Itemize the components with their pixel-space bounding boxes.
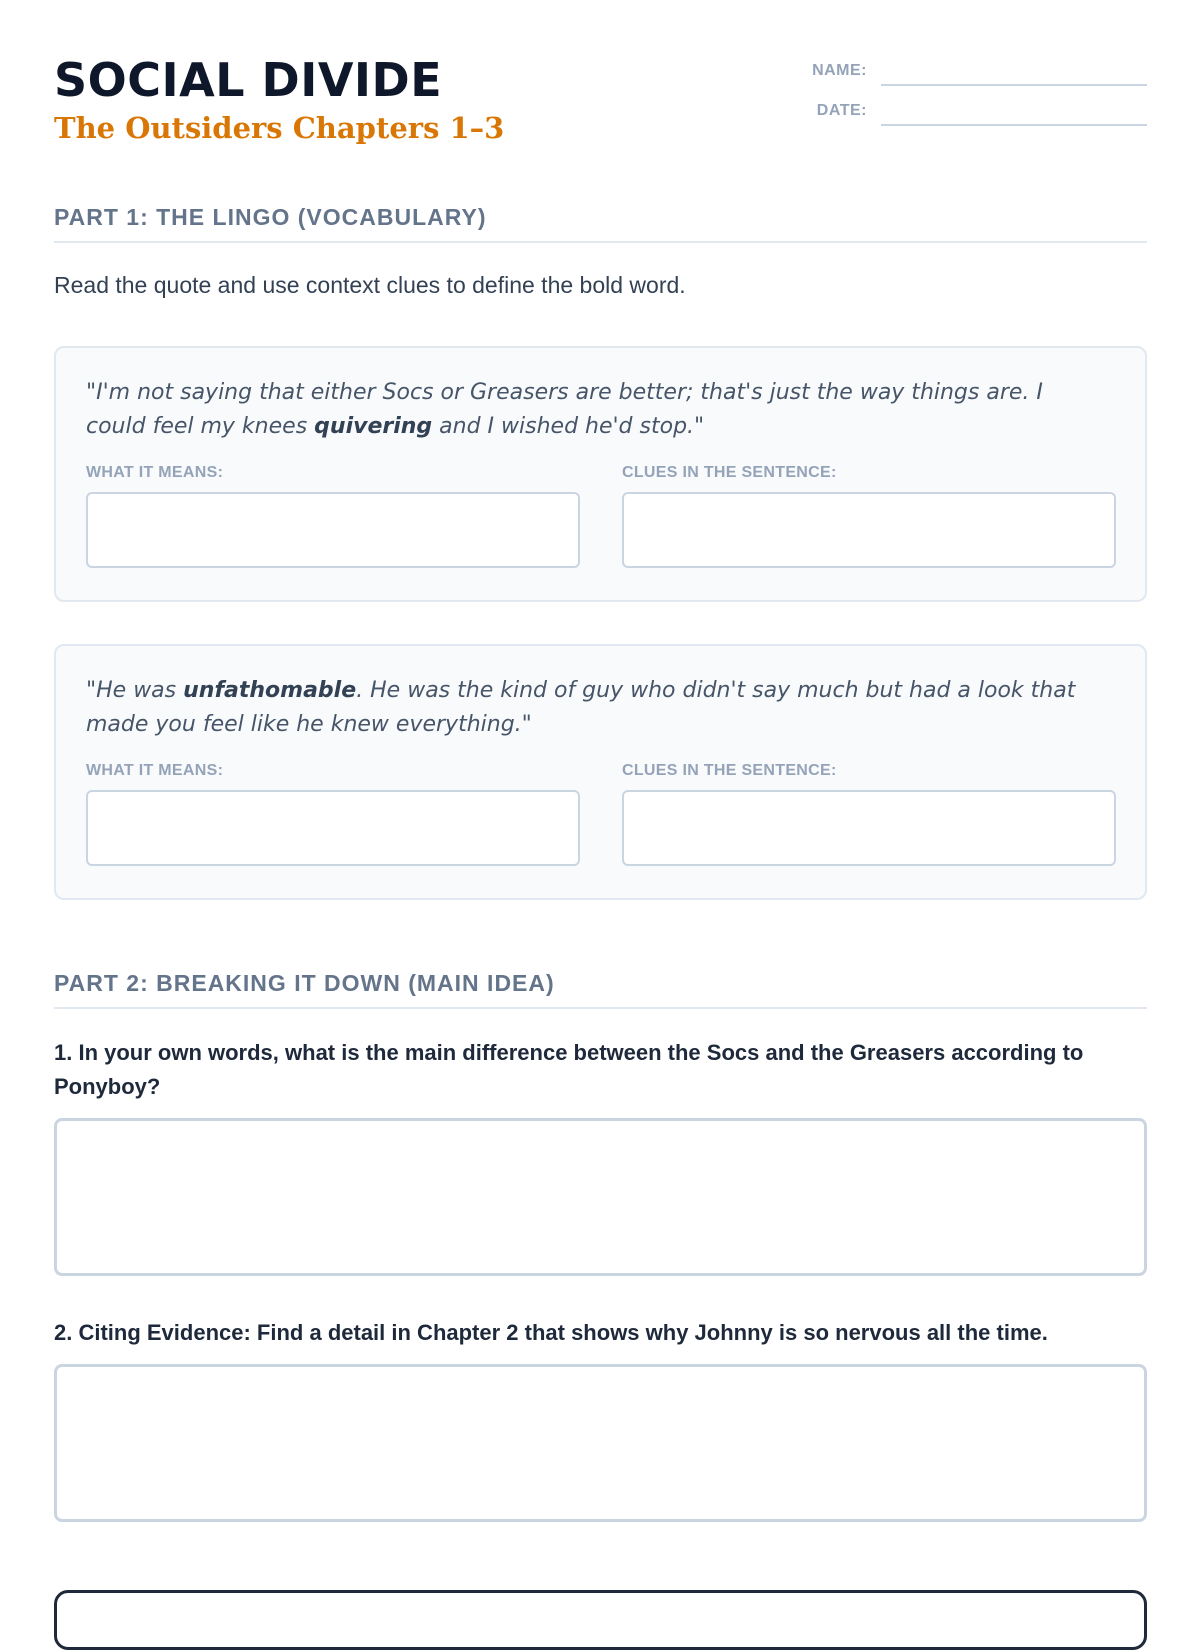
vocab-card [54,644,1147,900]
question-1: 1. In your own words, what is the main difference between the Socs and the Greasers according to Ponyboy? [54,1040,1084,1099]
quote-text: "I'm not saying that either Socs or Greasers are better; that's just the way things are. I could feel my knees [86,380,1043,439]
quote-text: and I wished he'd stop." [432,414,705,439]
question-2: 2. Citing Evidence: Find a detail in Chapter 2 that shows why Johnny is so nervous all the time. [54,1320,1048,1345]
meaning-answer-box[interactable] [86,790,580,866]
quote-text: . He was the kind of guy who didn't say much but had a look that made you feel like he knew everything." [86,678,1076,737]
vocab-card [54,346,1147,602]
worksheet-page [54,0,1147,1600]
worksheet-subtitle: The Outsiders Chapters 1–3 [54,111,505,145]
question-1-answer-box[interactable] [54,1118,1147,1276]
clues-answer-box[interactable] [622,492,1116,568]
meaning-label: WHAT IT MEANS: [86,464,224,481]
quote-text: "He was [86,678,184,703]
name-line[interactable] [881,84,1147,86]
vocab-quote [86,376,1106,444]
question-2-answer-box[interactable] [54,1364,1147,1522]
meaning-label: WHAT IT MEANS: [86,762,224,779]
part2-heading: PART 2: BREAKING IT DOWN (MAIN IDEA) [54,970,1147,1009]
vocab-word: unfathomable [183,678,357,703]
clues-answer-box[interactable] [622,790,1116,866]
part1-instructions: Read the quote and use context clues to define the bold word. [54,272,686,298]
worksheet-title: SOCIAL DIVIDE [54,53,443,107]
date-label: DATE: [816,102,867,119]
next-section-box [54,1590,1147,1650]
vocab-quote [86,674,1106,742]
clues-label: CLUES IN THE SENTENCE: [622,762,837,779]
date-row [807,96,1147,126]
date-line[interactable] [881,124,1147,126]
vocab-word: quivering [314,414,433,439]
name-label: NAME: [812,62,867,79]
part1-heading: PART 1: THE LINGO (VOCABULARY) [54,204,1147,243]
name-row [807,56,1147,86]
clues-label: CLUES IN THE SENTENCE: [622,464,837,481]
meaning-answer-box[interactable] [86,492,580,568]
